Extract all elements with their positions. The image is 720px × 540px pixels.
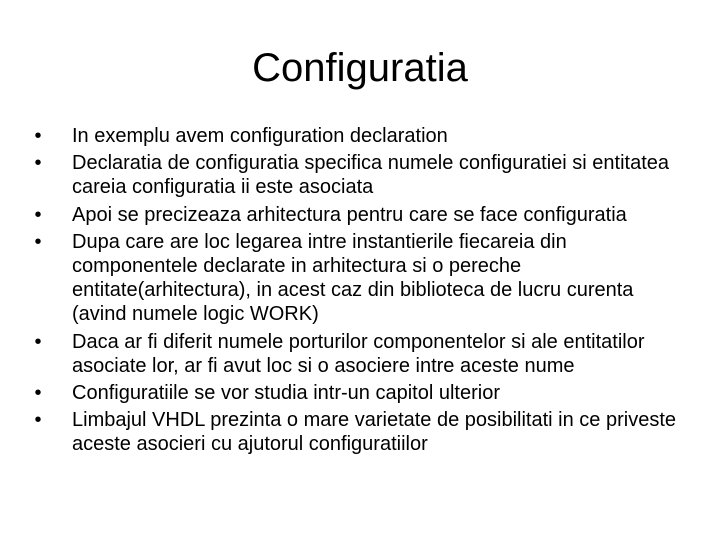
bullet-list [30, 124, 690, 460]
bullet-item [30, 408, 690, 456]
bullet-text: Declaratia de configuratia specifica numele configuratiei si entitatea careia configuratia ii este asociata [72, 152, 670, 199]
bullet-item [30, 151, 690, 199]
bullet-dot-icon: • [34, 382, 42, 405]
bullet-text: Apoi se precizeaza arhitectura pentru care se face configuratia [72, 203, 627, 226]
bullet-text: Dupa care are loc legarea intre instantierile fiecareia din componentele declarate in arhitectura si o pereche entitate(arhitectura), in acest caz din biblioteca de lucru curenta (avind numele logic WORK) [72, 230, 634, 326]
bullet-dot-icon: • [34, 330, 42, 353]
bullet-item [30, 381, 690, 405]
bullet-item [30, 330, 690, 378]
bullet-text: In exemplu avem configuration declaration [72, 125, 448, 147]
bullet-dot-icon: • [34, 152, 42, 175]
bullet-item [30, 230, 690, 327]
bullet-text: Limbajul VHDL prezinta o mare varietate de posibilitati in ce priveste aceste asocieri cu ajutorul configuratiilor [72, 409, 676, 456]
bullet-item [30, 203, 690, 227]
bullet-text: Configuratiile se vor studia intr-un capitol ulterior [72, 382, 500, 405]
bullet-dot-icon: • [34, 125, 42, 147]
slide-title: Configuratia [252, 46, 468, 90]
bullet-item [30, 124, 690, 148]
bullet-dot-icon: • [34, 409, 42, 432]
bullet-dot-icon: • [34, 230, 42, 253]
bullet-dot-icon: • [34, 203, 42, 226]
bullet-text: Daca ar fi diferit numele porturilor componentelor si ale entitatilor asociate lor, ar fi avut loc si o asociere intre aceste nume [72, 330, 645, 377]
